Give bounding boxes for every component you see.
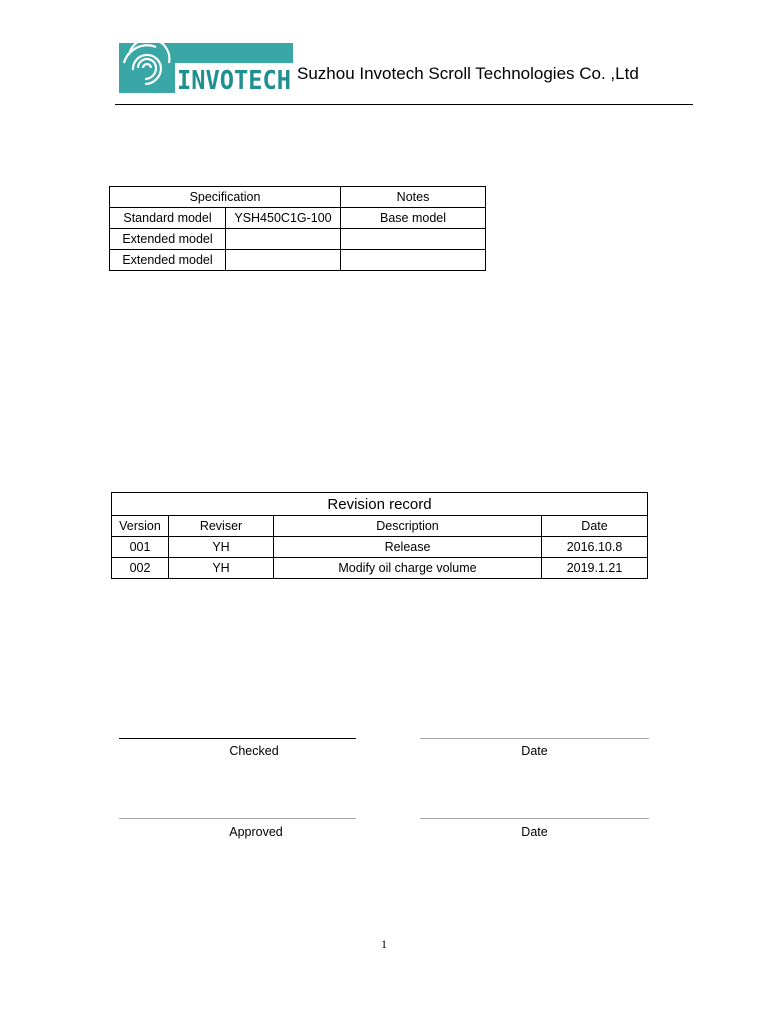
approved-date-label: Date xyxy=(521,825,548,839)
revision-reviser: YH xyxy=(169,558,274,579)
approved-date-line xyxy=(420,818,649,819)
revision-row xyxy=(112,558,648,579)
specification-table xyxy=(109,186,486,271)
revision-description: Release xyxy=(274,537,542,558)
revision-header-reviser: Reviser xyxy=(169,516,274,537)
spec-row xyxy=(110,208,486,229)
revision-header-row xyxy=(112,516,648,537)
revision-date: 2016.10.8 xyxy=(542,537,648,558)
approved-signature-line xyxy=(119,818,356,819)
revision-version: 002 xyxy=(112,558,169,579)
spec-row-model: YSH450C1G-100 xyxy=(226,208,341,229)
checked-date-line xyxy=(420,738,649,739)
checked-signature-line xyxy=(119,738,356,739)
approved-label: Approved xyxy=(229,825,283,839)
spec-header-row xyxy=(110,187,486,208)
revision-header-version: Version xyxy=(112,516,169,537)
spec-row-notes xyxy=(341,229,486,250)
spec-row-notes: Base model xyxy=(341,208,486,229)
spec-header-notes: Notes xyxy=(341,187,486,208)
checked-label: Checked xyxy=(229,744,279,758)
revision-title: Revision record xyxy=(112,493,648,516)
spec-row-label: Standard model xyxy=(110,208,226,229)
revision-reviser: YH xyxy=(169,537,274,558)
spec-row-model xyxy=(226,229,341,250)
revision-description: Modify oil charge volume xyxy=(274,558,542,579)
spec-row-label: Extended model xyxy=(110,250,226,271)
revision-row xyxy=(112,537,648,558)
revision-version: 001 xyxy=(112,537,169,558)
spec-row xyxy=(110,250,486,271)
spec-header-specification: Specification xyxy=(110,187,341,208)
company-name: Suzhou Invotech Scroll Technologies Co. ,Ltd xyxy=(297,64,639,83)
revision-date: 2019.1.21 xyxy=(542,558,648,579)
invotech-logo xyxy=(119,43,293,93)
revision-record-table xyxy=(111,492,648,579)
spec-row xyxy=(110,229,486,250)
checked-date-label: Date xyxy=(521,744,548,758)
page-number: 1 xyxy=(381,937,387,951)
revision-header-description: Description xyxy=(274,516,542,537)
spec-row-label: Extended model xyxy=(110,229,226,250)
spec-row-model xyxy=(226,250,341,271)
logo-wordmark: INVOTECH xyxy=(177,66,291,93)
revision-header-date: Date xyxy=(542,516,648,537)
revision-title-row xyxy=(112,493,648,516)
spec-row-notes xyxy=(341,250,486,271)
header-divider xyxy=(115,104,693,105)
